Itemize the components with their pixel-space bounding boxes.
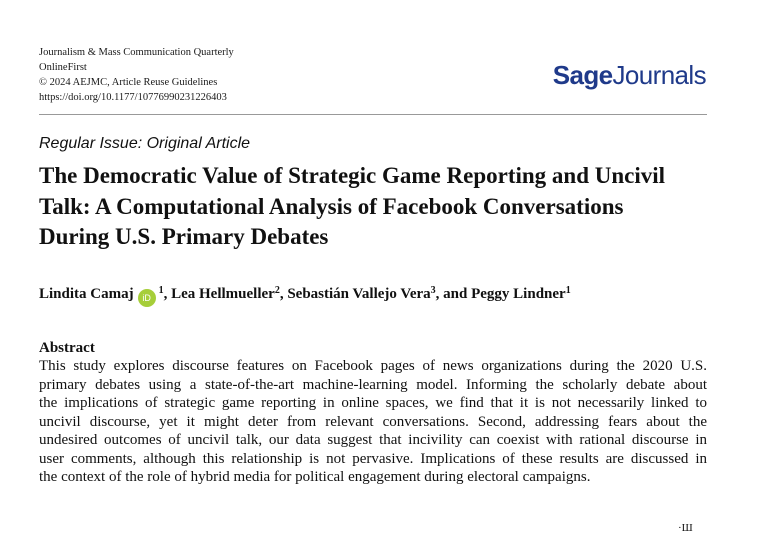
abstract-line: the implications of strategic game reporting in online spaces, we find that it is not necessarily linked to [39, 395, 707, 411]
doi-link[interactable]: https://doi.org/10.1177/10776990231226403 [39, 92, 227, 103]
abstract-line: uncivil discourse, yet it might deter from relevant conversations. Second, addressing fears about the [39, 413, 707, 430]
sage-journals-logo[interactable] [553, 60, 706, 90]
abstract-body [39, 357, 707, 487]
brand-journals: Journals [612, 60, 706, 90]
journal-meta [39, 45, 234, 105]
author-list: Lindita Camaj iD $^1$ , Lea Hellmueller $^2$ , Sebastián Vallejo Vera $^3$ , and Peggy Lindner $^1$ [39, 284, 571, 304]
author-name[interactable]: Lea Hellmueller [171, 286, 275, 302]
copyright-line[interactable]: © 2024 AEJMC, Article Reuse Guidelines [39, 77, 218, 88]
title-line: The Democratic Value of Strategic Game Reporting and Uncivil [39, 163, 666, 188]
author-separator: , and [435, 286, 472, 302]
abstract-line: the context of the role of hybrid media for political engagement during electoral campaigns. [39, 469, 591, 485]
orcid-icon[interactable]: iD [138, 289, 156, 307]
abstract-line: This study explores discourse features on Facebook pages of news organizations during the 2020 U.S. [39, 358, 707, 374]
article-title [39, 161, 719, 253]
journal-edition: OnlineFirst [39, 62, 87, 73]
journal-name: Journalism & Mass Communication Quarterly [39, 47, 234, 58]
abstract-line: undesired outcomes of uncivil talk, our data suggest that incivility can coexist with rational discourse in [39, 432, 707, 448]
author-name[interactable]: Sebastián Vallejo Vera [287, 286, 431, 302]
author-name[interactable]: Peggy Lindner [471, 286, 566, 302]
author-separator: , [279, 286, 288, 302]
title-line: Talk: A Computational Analysis of Facebook Conversations [39, 193, 624, 219]
author-name[interactable]: Lindita Camaj [39, 286, 134, 302]
article-type: Regular Issue: Original Article [39, 135, 251, 152]
abstract-line: user comments, although this relationship is not pervasive. Implications of these results are discussed in [39, 450, 707, 467]
header-divider [39, 114, 707, 115]
brand-sage: Sage [552, 60, 613, 90]
title-line: During U.S. Primary Debates [39, 224, 329, 249]
page-fragment: ·Ш [678, 522, 693, 534]
abstract-line: primary debates using a state-of-the-art machine-learning model. Informing the scholarly debate about [39, 376, 707, 393]
abstract-heading: Abstract [39, 340, 95, 356]
author-separator: , [163, 286, 172, 302]
